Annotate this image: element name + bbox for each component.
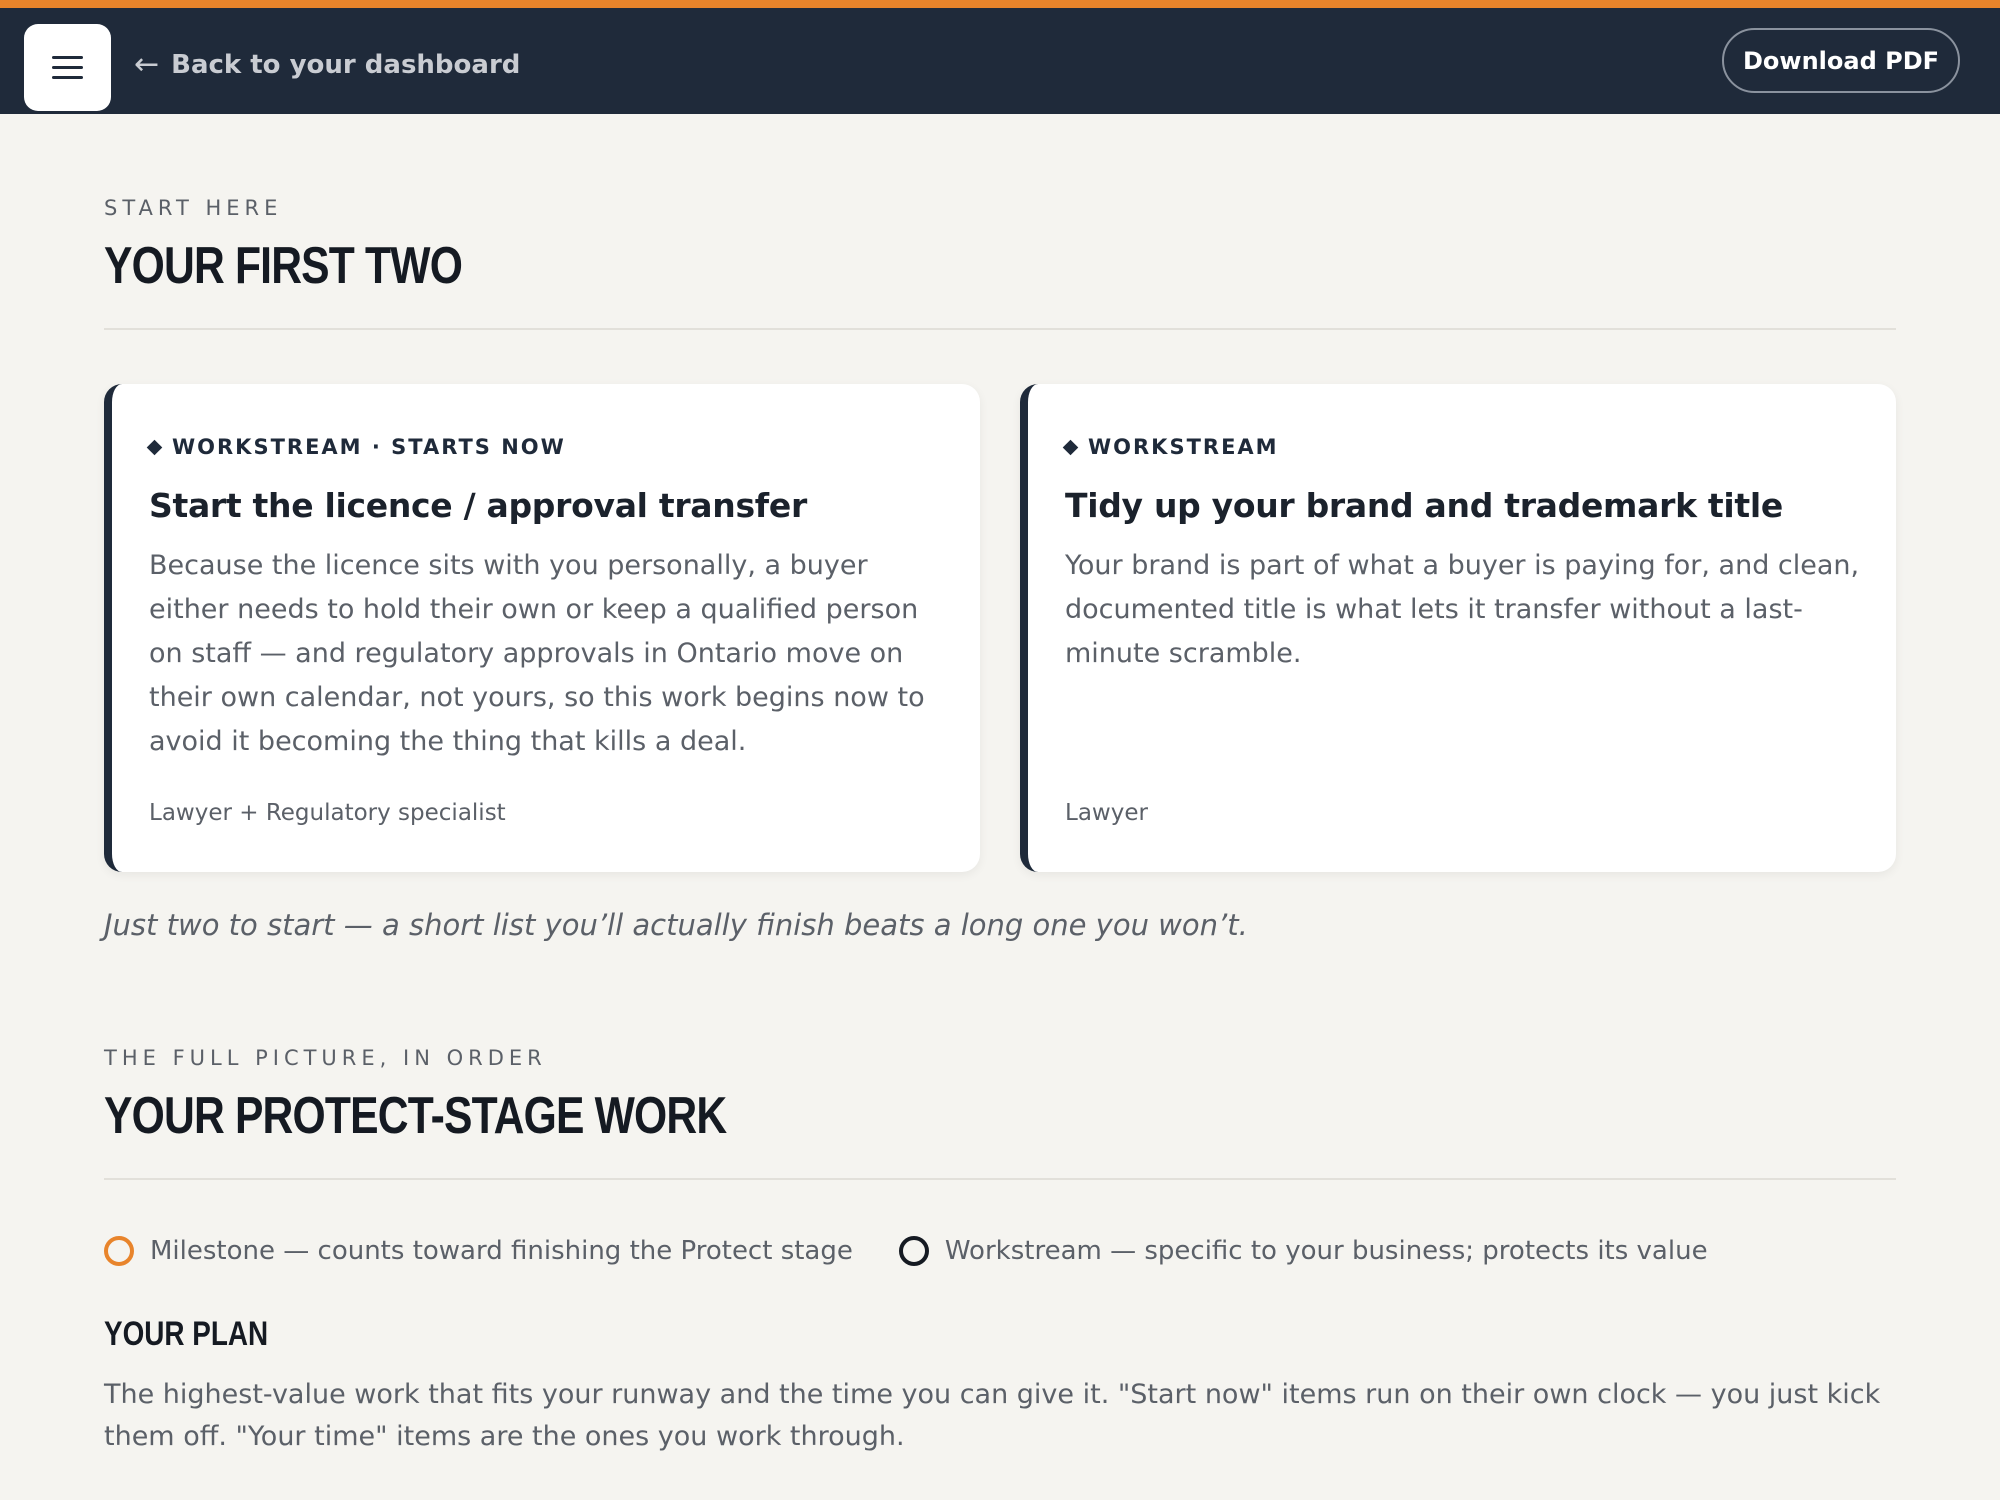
- card-tag-label: WORKSTREAM · STARTS NOW: [172, 435, 566, 459]
- card-tag: [149, 432, 944, 462]
- legend: [104, 1236, 1896, 1266]
- hamburger-icon: [52, 56, 83, 59]
- top-bar: [0, 8, 2000, 114]
- legend-item-milestone: [104, 1236, 853, 1266]
- card-role: Lawyer: [1065, 800, 1148, 826]
- card-list: [104, 384, 1896, 872]
- workstream-card[interactable]: [1020, 384, 1896, 872]
- legend-item-workstream: [899, 1236, 1708, 1266]
- work-section: [104, 1046, 1896, 1458]
- card-role: Lawyer + Regulatory specialist: [149, 800, 506, 826]
- dark-ring-icon: [899, 1236, 929, 1266]
- download-pdf-button[interactable]: Download PDF: [1722, 28, 1960, 93]
- legend-label: Workstream — specific to your business; protects its value: [944, 1236, 1708, 1266]
- arrow-left-icon: ←: [134, 47, 160, 82]
- hamburger-icon-line: [52, 76, 83, 79]
- section-eyebrow: START HERE: [104, 196, 283, 220]
- card-tag-label: WORKSTREAM: [1088, 435, 1279, 459]
- card-body: Because the licence sits with you personally, a buyer either needs to hold their own or keep a qualified person on staff — and regulatory approvals in Ontario move on their own calendar, not yours, so this work begins now to avoid it becoming the thing that kills a deal.: [149, 549, 925, 757]
- accent-strip: [0, 0, 2000, 8]
- section-title: YOUR PROTECT-STAGE WORK: [104, 1087, 727, 1145]
- hamburger-icon-line: [52, 66, 83, 69]
- back-link-label: Back to your dashboard: [171, 50, 521, 80]
- menu-button[interactable]: [24, 24, 111, 111]
- workstream-card[interactable]: [104, 384, 980, 872]
- card-body: Your brand is part of what a buyer is paying for, and clean, documented title is what lets it transfer without a last-minute scramble.: [1065, 549, 1860, 669]
- back-to-dashboard-link[interactable]: [134, 46, 520, 84]
- legend-label: Milestone — counts toward finishing the Protect stage: [150, 1236, 853, 1266]
- card-title: Start the licence / approval transfer: [149, 486, 807, 525]
- plan-title: YOUR PLAN: [104, 1315, 269, 1353]
- section-title: YOUR FIRST TWO: [104, 237, 463, 295]
- diamond-icon: [147, 439, 163, 455]
- orange-ring-icon: [104, 1236, 134, 1266]
- start-note: Just two to start — a short list you’ll actually finish beats a long one you won’t.: [104, 908, 1248, 942]
- start-section: [104, 196, 1896, 942]
- card-tag: [1065, 432, 1860, 462]
- section-eyebrow: THE FULL PICTURE, IN ORDER: [104, 1046, 547, 1070]
- diamond-icon: [1063, 439, 1079, 455]
- main-content: [104, 114, 1896, 1458]
- section-divider: [104, 328, 1896, 330]
- plan-body: The highest-value work that fits your runway and the time you can give it. "Start now" items run on their own clock — you just kick them off. "Your time" items are the ones you work through.: [104, 1379, 1881, 1452]
- card-title: Tidy up your brand and trademark title: [1065, 486, 1783, 525]
- section-divider: [104, 1178, 1896, 1180]
